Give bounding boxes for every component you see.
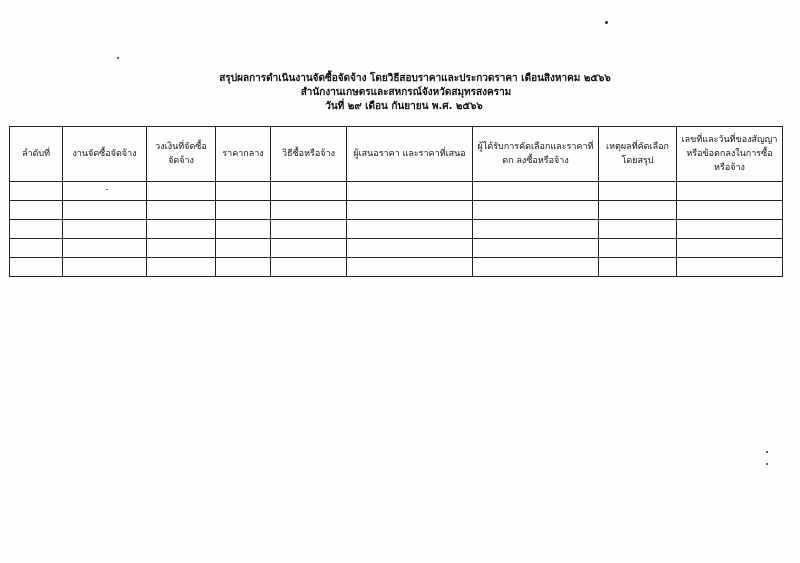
table-cell bbox=[599, 220, 677, 239]
table-cell bbox=[147, 220, 216, 239]
document-title: สรุปผลการดำเนินงานจัดซื้อจัดจ้าง โดยวิธีสอบราคาและประกวดราคา เดือนสิงหาคม ๒๕๖๖ bbox=[219, 73, 611, 84]
scan-speck bbox=[117, 57, 119, 59]
table-cell bbox=[216, 239, 271, 258]
table-cell bbox=[677, 239, 783, 258]
table-cell bbox=[347, 258, 473, 277]
table-cell bbox=[677, 182, 783, 201]
table-cell bbox=[473, 201, 599, 220]
scan-speck bbox=[106, 189, 108, 190]
column-header: วงเงินที่จัดซื้อ จัดจ้าง bbox=[147, 127, 216, 182]
table-row bbox=[10, 258, 783, 277]
document-title-block bbox=[0, 72, 800, 114]
table-cell bbox=[271, 239, 347, 258]
document-date: วันที่ ๒๙ เดือน กันยายน พ.ศ. ๒๕๖๖ bbox=[325, 101, 483, 112]
table-cell bbox=[63, 201, 147, 220]
table-cell bbox=[677, 220, 783, 239]
scan-speck bbox=[766, 463, 768, 465]
table-cell bbox=[473, 220, 599, 239]
table-cell bbox=[271, 258, 347, 277]
column-header: ผู้เสนอราคา และราคาที่เสนอ bbox=[347, 127, 473, 182]
table-cell bbox=[216, 182, 271, 201]
table-cell bbox=[10, 239, 63, 258]
table-header-row bbox=[10, 127, 783, 182]
table-cell bbox=[216, 201, 271, 220]
table-row bbox=[10, 182, 783, 201]
table-cell bbox=[347, 220, 473, 239]
table-cell bbox=[473, 239, 599, 258]
table-cell bbox=[63, 239, 147, 258]
table-cell bbox=[216, 258, 271, 277]
scan-speck bbox=[766, 451, 768, 453]
table-cell bbox=[599, 201, 677, 220]
table-cell bbox=[147, 258, 216, 277]
office-name: สำนักงานเกษตรและสหกรณ์จังหวัดสมุทรสงคราม bbox=[300, 87, 512, 98]
column-header: เลขที่และวันที่ของสัญญา หรือข้อตกลงในการซื้อ หรือจ้าง bbox=[677, 127, 783, 182]
table-cell bbox=[63, 258, 147, 277]
column-header: ราคากลาง bbox=[216, 127, 271, 182]
table-cell bbox=[347, 201, 473, 220]
table-cell bbox=[147, 182, 216, 201]
table-cell bbox=[10, 201, 63, 220]
table-cell bbox=[271, 201, 347, 220]
column-header: ผู้ได้รับการคัดเลือกและราคาที่ตก ลงซื้อหรือจ้าง bbox=[473, 127, 599, 182]
table-cell bbox=[147, 239, 216, 258]
table-cell bbox=[147, 201, 216, 220]
table-row bbox=[10, 239, 783, 258]
column-header: ลำดับที่ bbox=[10, 127, 63, 182]
table-cell bbox=[63, 182, 147, 201]
table-cell bbox=[473, 182, 599, 201]
table-cell bbox=[599, 182, 677, 201]
table-cell bbox=[271, 182, 347, 201]
table-cell bbox=[347, 182, 473, 201]
table-row bbox=[10, 201, 783, 220]
table-cell bbox=[599, 258, 677, 277]
table-cell bbox=[10, 182, 63, 201]
table-cell bbox=[347, 239, 473, 258]
table-row bbox=[10, 220, 783, 239]
table-cell bbox=[677, 201, 783, 220]
table-cell bbox=[473, 258, 599, 277]
table-body bbox=[10, 182, 783, 277]
column-header: วิธีซื้อหรือจ้าง bbox=[271, 127, 347, 182]
table-cell bbox=[10, 220, 63, 239]
table-cell bbox=[216, 220, 271, 239]
column-header: เหตุผลที่คัดเลือก โดยสรุป bbox=[599, 127, 677, 182]
table-cell bbox=[10, 258, 63, 277]
table-cell bbox=[271, 220, 347, 239]
table-cell bbox=[599, 239, 677, 258]
procurement-summary-table bbox=[9, 126, 783, 277]
table-cell bbox=[63, 220, 147, 239]
column-header: งานจัดซื้อจัดจ้าง bbox=[63, 127, 147, 182]
scan-speck bbox=[605, 21, 608, 24]
table-cell bbox=[677, 258, 783, 277]
